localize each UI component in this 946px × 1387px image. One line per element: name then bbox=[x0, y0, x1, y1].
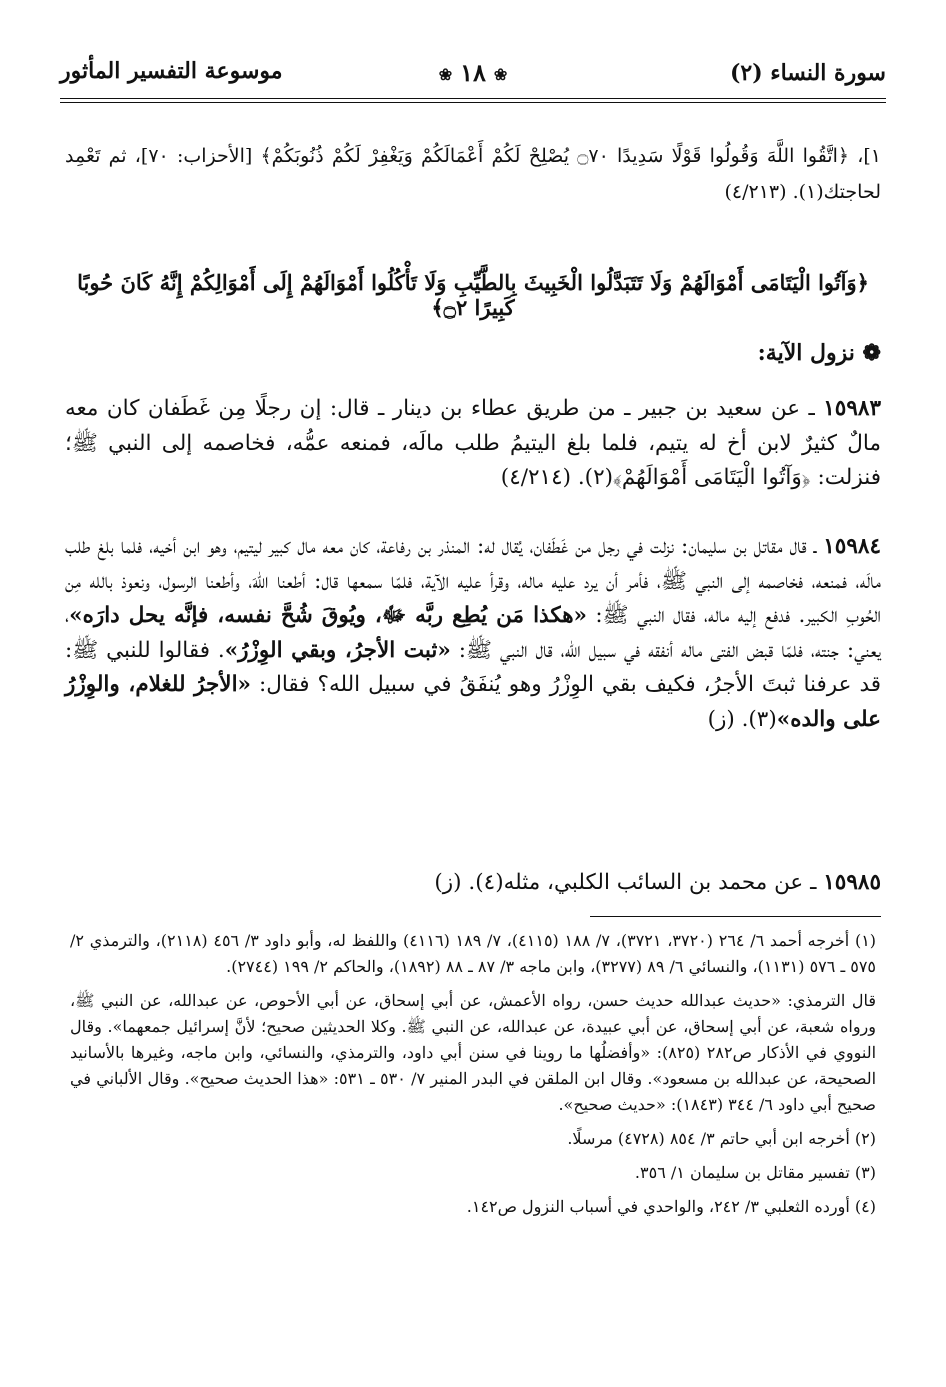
intro-paragraph: ١]، ﴿اتَّقُوا اللَّهَ وَقُولُوا قَوْلًا سَدِيدًا ۝٧٠ يُصْلِحْ لَكُمْ أَعْمَالَكُمْ وَيَغْفِرْ لَكُمْ ذُنُوبَكُمْ﴾ [الأحزاب: ٧٠]، ثم تَعْمِد لحاجتك(١). (٤/٢١٣) bbox=[65, 145, 881, 203]
ornament-icon: ❀ bbox=[438, 65, 453, 84]
footnote-1: (١) أخرجه أحمد ٦/ ٢٦٤ (٣٧٢٠، ٣٧٢١)، ٧/ ١٨٨ (٤١١٥)، ٧/ ١٨٩ (٤١١٦) واللفظ له، وأبو داود ٣/ ٤٥٦ (٢١١٨)، والترمذي ٢/ ٥٧٥ ـ ٥٧٦ (١١٣١)، والنسائي ٦/ ٨٩ (٣٢٧٧)، وابن ماجه ٣/ ٨٧ ـ ٨٨ (١٨٩٢)، والحاكم ٢/ ١٩٩ (٢٧٤٤). bbox=[70, 931, 877, 976]
hadith-number: ١٥٩٨٣ bbox=[823, 396, 881, 421]
hadith-text: ، يعني: جنته، فلمّا قبض الفتى ماله أنفقه في سبيل الله، قال النبي ﷺ: bbox=[65, 603, 881, 663]
prophet-quote: «الأجرُ للغلام، والوِزْرُ على والده» bbox=[65, 672, 881, 732]
hadith-number: ١٥٩٨٥ bbox=[823, 870, 881, 895]
hadith-15983 bbox=[65, 392, 881, 496]
hadith-text: . فقالوا للنبي ﷺ: قد عرفنا ثبتَ الأجرُ، فكيف بقي الوِزْرُ وهو يُنفَقُ في سبيل الله؟ فقال: bbox=[65, 637, 882, 697]
footnote-1-comment: قال الترمذي: «حديث عبدالله حديث حسن، رواه الأعمش، عن أبي إسحاق، عن أبي الأحوص، عن عبدالله، عن النبي ﷺ، ورواه شعبة، عن أبي إسحاق، عن أبي عبيدة، عن عبدالله، عن النبي ﷺ. وكلا الحديثين صحيح؛ لأنَّ إسرائيل جمعهما». وقال النووي في الأذكار ص٢٨٢ (٨٢٥): «وأفضلُها ما روينا في سنن أبي داود، والترمذي، والنسائي، وابن ماجه، وغيرها بالأسانيد الصحيحة، عن عبدالله بن مسعود». وقال ابن الملقن في البدر المنير ٧/ ٥٣٠ ـ ٥٣١: «هذا الحديث صحيح». وقال الألباني في صحيح أبي داود ٦/ ٣٤٤ (١٨٤٣): «حديث صحيح». bbox=[70, 991, 877, 1114]
header-rule bbox=[60, 98, 886, 99]
footnote-3: (٣) تفسير مقاتل بن سليمان ١/ ٣٥٦. bbox=[634, 1163, 876, 1182]
hadith-text: (٣). (ز) bbox=[707, 706, 777, 732]
hadith-15984 bbox=[65, 530, 881, 737]
footnote-separator bbox=[590, 916, 881, 917]
prophet-quote: «هكذا مَن يُطِع ربَّه ﷻ، ويُوقَ شُحَّ نفسه، فإنَّه يحل دارَه» bbox=[69, 603, 587, 628]
section-heading: ❁ نزول الآية: bbox=[757, 340, 881, 366]
header-rule-thin bbox=[60, 102, 886, 103]
ornament-icon: ❀ bbox=[493, 65, 508, 84]
footnote-2: (٢) أخرجه ابن أبي حاتم ٣/ ٨٥٤ (٤٧٢٨) مرسلًا. bbox=[567, 1129, 876, 1148]
page-number: ١٨ bbox=[460, 58, 486, 87]
quran-verse: ﴿وَآتُوا الْيَتَامَى أَمْوَالَهُمْ وَلَا تَتَبَدَّلُوا الْخَبِيثَ بِالطَّيِّبِ وَلَا تَأْكُلُوا أَمْوَالَهُمْ إِلَى أَمْوَالِكُمْ إِنَّهُ كَانَ حُوبًا كَبِيرًا ۝٢﴾ bbox=[77, 270, 869, 320]
hadith-text: ـ قال مقاتل بن سليمان: نزلت في رجل من غَطَفان، يُقال له: المنذر بن رفاعة، كان معه مال كبير ليتيم، وهو ابن أخيه، فلما بلغ طلب مالَه، فمنعه، فخاصمه إلى النبي ﷺ، فأمر أن يرد عليه ماله، وقرأ عليه الآية، فلمّا سمعها قال: أطعنا اللهَ، وأطعنا الرسول، ونعوذ بالله مِن الحُوبِ الكبير. فدفع إليه ماله، فقال النبي ﷺ: bbox=[65, 534, 881, 628]
hadith-15985 bbox=[65, 866, 881, 901]
hadith-number: ١٥٩٨٤ bbox=[823, 534, 881, 559]
hadith-text: ـ عن سعيد بن جبير ـ من طريق عطاء بن دينار ـ قال: إن رجلًا مِن غَطَفان كان معه مالٌ كثيرٌ لابن أخ له يتيم، فلما بلغ اليتيمُ طلب مالَه، فمنعه عمُّه، فخاصمه إلى النبي ﷺ؛ فنزلت: ﴿وَآتُوا الْيَتَامَى أَمْوَالَهُمْ﴾(٢). (٤/٢١٤) bbox=[65, 396, 881, 490]
surah-name: سورة النساء (٢) bbox=[729, 60, 886, 86]
footnotes bbox=[70, 928, 876, 1228]
prophet-quote: «ثبت الأجرُ، وبقي الوِزْرُ» bbox=[224, 637, 451, 663]
book-title: موسوعة التفسير المأثور bbox=[60, 58, 283, 84]
page-header bbox=[60, 58, 886, 102]
footnote-4: (٤) أورده الثعلبي ٣/ ٢٤٢، والواحدي في أسباب النزول ص١٤٢. bbox=[466, 1197, 876, 1216]
hadith-text: ـ عن محمد بن السائب الكلبي، مثله(٤). (ز) bbox=[434, 870, 817, 895]
